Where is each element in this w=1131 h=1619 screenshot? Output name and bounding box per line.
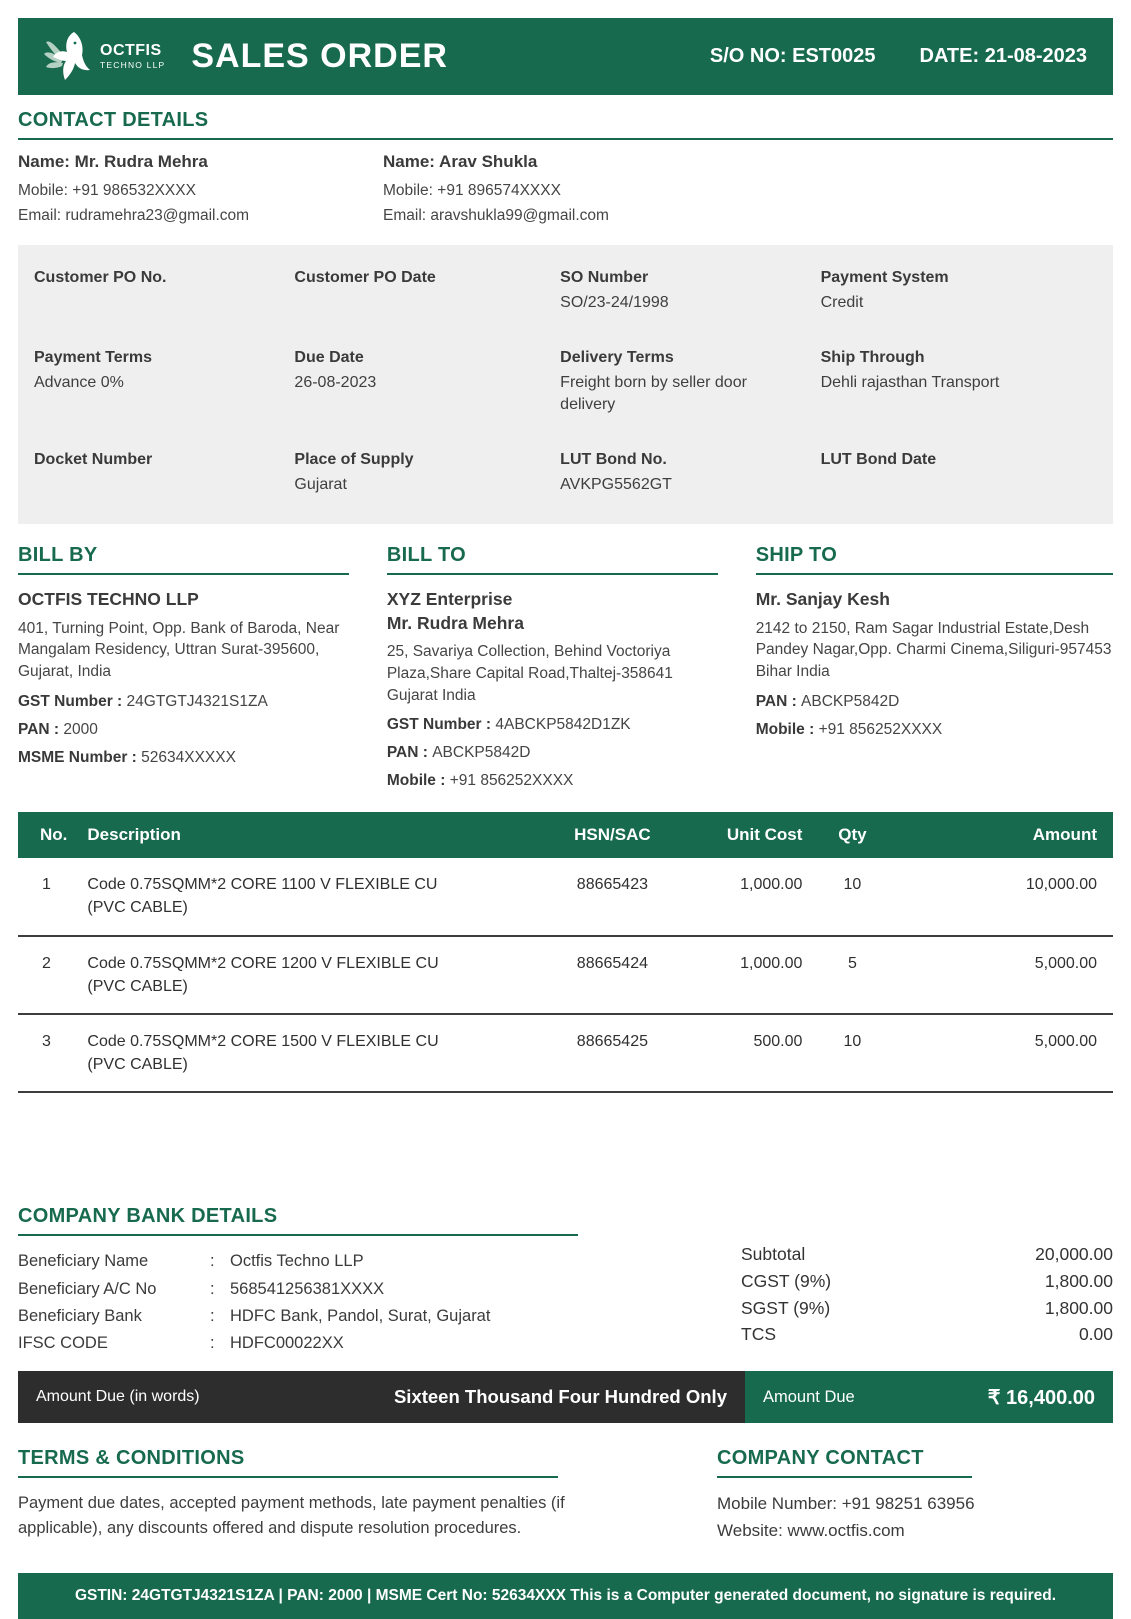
item-unit-cost: 1,000.00 bbox=[677, 858, 812, 935]
company-contact bbox=[717, 1447, 1113, 1544]
order-field-label: Customer PO No. bbox=[34, 268, 167, 286]
item-description: Code 0.75SQMM*2 CORE 1200 V FLEXIBLE CU (PVC CABLE) bbox=[77, 936, 547, 1014]
party-meta-label: PAN bbox=[386, 744, 419, 762]
order-field-label: Delivery Terms bbox=[560, 349, 674, 367]
order-field bbox=[294, 451, 560, 496]
company-website: Website: www.octfis.com bbox=[717, 1521, 905, 1541]
bank-row-value: 568541256381XXXX bbox=[230, 1279, 385, 1298]
total-row bbox=[741, 1295, 1113, 1322]
table-row bbox=[18, 936, 1113, 1014]
total-value: 20,000.00 bbox=[1035, 1244, 1113, 1265]
section-divider bbox=[18, 573, 349, 575]
contact-details-heading: CONTACT DETAILS bbox=[18, 109, 209, 131]
party-address: 25, Savariya Collection, Behind Voctoriya Plaza,Share Capital Road,Thaltej-358641 Gujarat India bbox=[386, 643, 673, 704]
contact-mobile: Mobile: +91 896574XXXX bbox=[383, 182, 561, 199]
order-field-value: Gujarat bbox=[294, 476, 347, 494]
party-meta-row: MSME Number : 52634XXXXX bbox=[18, 748, 236, 766]
total-value: 1,800.00 bbox=[1044, 1271, 1113, 1291]
order-field-value: AVKPG5562GT bbox=[560, 476, 672, 494]
item-hsn: 88665424 bbox=[547, 936, 677, 1014]
amount-words-value: Sixteen Thousand Four Hundred Only bbox=[393, 1386, 727, 1408]
items-table bbox=[18, 812, 1113, 1093]
bank-row: Beneficiary A/C No : 568541256381XXXX bbox=[18, 1276, 578, 1303]
amount-due-label: Amount Due bbox=[763, 1387, 855, 1406]
total-value: 0.00 bbox=[1078, 1324, 1113, 1345]
order-field bbox=[34, 349, 294, 415]
bank-and-totals-section bbox=[18, 1205, 1113, 1357]
contact-card bbox=[18, 152, 383, 229]
party-meta-row: Mobile : +91 856252XXXX bbox=[755, 720, 943, 738]
item-qty: 10 bbox=[812, 858, 892, 935]
party-meta-value: +91 856252XXXX bbox=[818, 720, 943, 738]
parties-section bbox=[18, 544, 1113, 790]
contact-list bbox=[18, 152, 1113, 229]
item-unit-cost: 1,000.00 bbox=[677, 936, 812, 1014]
order-field-label: Due Date bbox=[294, 349, 364, 367]
total-row bbox=[741, 1321, 1113, 1348]
order-field-value: Credit bbox=[820, 293, 864, 311]
order-field-value: Dehli rajasthan Transport bbox=[820, 374, 1000, 392]
col-description: Description bbox=[77, 812, 547, 858]
order-field bbox=[821, 269, 1097, 314]
item-no: 3 bbox=[18, 1014, 77, 1092]
document-title: SALES ORDER bbox=[191, 37, 448, 75]
company-contact-lines bbox=[717, 1490, 1113, 1544]
bank-row: Beneficiary Bank : HDFC Bank, Pandol, Surat, Gujarat bbox=[18, 1303, 578, 1330]
item-no: 2 bbox=[18, 936, 77, 1014]
order-field bbox=[821, 451, 1097, 496]
total-value: 1,800.00 bbox=[1044, 1297, 1113, 1318]
order-field bbox=[560, 349, 820, 415]
party-meta-value: +91 856252XXXX bbox=[449, 772, 574, 790]
section-divider bbox=[756, 573, 1113, 575]
items-table-header bbox=[18, 812, 1113, 858]
party-meta-value: 52634XXXXX bbox=[141, 748, 236, 766]
order-field-value: 26-08-2023 bbox=[294, 374, 377, 392]
contact-name: Name: Mr. Rudra Mehra bbox=[18, 152, 208, 171]
company-mobile: Mobile Number: +91 98251 63956 bbox=[717, 1494, 975, 1514]
bank-rows bbox=[18, 1248, 578, 1357]
order-field-label: Payment Terms bbox=[34, 349, 152, 367]
items-table-body bbox=[18, 858, 1113, 1092]
order-field-label: Docket Number bbox=[34, 451, 153, 469]
order-field-value: SO/23-24/1998 bbox=[560, 293, 669, 311]
bank-row-value: HDFC Bank, Pandol, Surat, Gujarat bbox=[230, 1306, 491, 1325]
party-meta-value: 2000 bbox=[63, 720, 98, 738]
section-divider bbox=[717, 1476, 972, 1478]
party-heading: SHIP TO bbox=[755, 543, 838, 566]
order-field bbox=[560, 269, 820, 314]
order-field-value: Advance 0% bbox=[34, 374, 124, 392]
order-field bbox=[821, 349, 1097, 415]
order-field-label: LUT Bond Date bbox=[820, 451, 937, 469]
party-meta-value: 4ABCKP5842D1ZK bbox=[495, 716, 631, 734]
party-meta-label: Mobile bbox=[755, 720, 805, 738]
order-field-label: LUT Bond No. bbox=[560, 451, 667, 469]
party-meta-label: Mobile bbox=[386, 772, 436, 790]
contact-email: Email: aravshukla99@gmail.com bbox=[383, 206, 609, 224]
header-meta bbox=[710, 45, 1087, 68]
logo-subtitle: TECHNO LLP bbox=[100, 60, 166, 71]
party-address: 2142 to 2150, Ram Sagar Industrial Estate,Desh Pandey Nagar,Opp. Charmi Cinema,Siliguri-957453 Bihar India bbox=[755, 619, 1112, 680]
total-label: Subtotal bbox=[741, 1244, 806, 1265]
contact-mobile: Mobile: +91 986532XXXX bbox=[18, 182, 196, 199]
terms-and-contact-section bbox=[18, 1447, 1113, 1544]
col-no: No. bbox=[18, 812, 77, 858]
party-name: OCTFIS TECHNO LLP bbox=[18, 588, 199, 609]
party-meta-label: MSME Number bbox=[18, 748, 128, 766]
total-label: SGST (9%) bbox=[741, 1297, 831, 1318]
party-meta-value: ABCKP5842D bbox=[432, 744, 531, 762]
section-divider bbox=[18, 1476, 558, 1478]
total-row bbox=[741, 1241, 1113, 1268]
order-field bbox=[34, 451, 294, 496]
item-qty: 5 bbox=[812, 936, 892, 1014]
company-bank-details bbox=[18, 1205, 578, 1357]
col-unit-cost: Unit Cost bbox=[677, 812, 812, 858]
bank-row: Beneficiary Name : Octfis Techno LLP bbox=[18, 1248, 578, 1275]
party-meta-row: GST Number : 24GTGTJ4321S1ZA bbox=[18, 692, 268, 710]
order-field-value bbox=[34, 474, 269, 495]
amount-in-words bbox=[18, 1371, 745, 1423]
bank-row-label: Beneficiary A/C No bbox=[18, 1279, 157, 1298]
terms-conditions bbox=[18, 1447, 697, 1544]
contact-name: Name: Arav Shukla bbox=[383, 152, 538, 171]
item-qty: 10 bbox=[812, 1014, 892, 1092]
party-meta-row: PAN : ABCKP5842D bbox=[386, 744, 531, 762]
order-field bbox=[34, 269, 294, 314]
amount-words-label: Amount Due (in words) bbox=[36, 1388, 200, 1406]
party-name: XYZ Enterprise bbox=[386, 588, 513, 609]
company-logo-text bbox=[100, 43, 165, 70]
contact-details-section bbox=[18, 109, 1113, 229]
amount-due-value: ₹ 16,400.00 bbox=[987, 1386, 1095, 1409]
amount-due-bar bbox=[18, 1371, 1113, 1423]
party-block bbox=[387, 544, 718, 790]
order-field-label: Customer PO Date bbox=[294, 268, 436, 286]
footer-bar: GSTIN: 24GTGTJ4321S1ZA | PAN: 2000 | MSME Cert No: 52634XXX This is a Computer generated document, no signature is required. bbox=[18, 1573, 1113, 1619]
bank-row-label: IFSC CODE bbox=[18, 1334, 108, 1353]
company-contact-heading: COMPANY CONTACT bbox=[717, 1447, 924, 1470]
item-description: Code 0.75SQMM*2 CORE 1100 V FLEXIBLE CU (PVC CABLE) bbox=[77, 858, 547, 935]
bank-row-label: Beneficiary Name bbox=[18, 1252, 149, 1271]
order-field bbox=[294, 349, 560, 415]
party-address: 401, Turning Point, Opp. Bank of Baroda, Near Mangalam Residency, Uttran Surat-395600, Gujarat, India bbox=[18, 619, 340, 680]
col-hsn: HSN/SAC bbox=[547, 812, 677, 858]
party-meta-row: PAN : ABCKP5842D bbox=[755, 692, 900, 710]
party-meta-label: GST Number bbox=[386, 716, 482, 734]
party-name: Mr. Rudra Mehra bbox=[386, 612, 524, 633]
total-label: TCS bbox=[741, 1324, 776, 1345]
item-hsn: 88665423 bbox=[547, 858, 677, 935]
bank-row-value: Octfis Techno LLP bbox=[230, 1252, 364, 1271]
col-amount: Amount bbox=[892, 812, 1113, 858]
item-amount: 5,000.00 bbox=[892, 1014, 1113, 1092]
party-heading: BILL TO bbox=[386, 543, 466, 566]
order-field-value bbox=[34, 292, 269, 313]
order-field-value bbox=[294, 292, 529, 313]
total-label: CGST (9%) bbox=[741, 1271, 832, 1291]
section-divider bbox=[387, 573, 718, 575]
order-field-value bbox=[821, 474, 1056, 495]
order-field-label: Payment System bbox=[820, 268, 949, 286]
item-description: Code 0.75SQMM*2 CORE 1500 V FLEXIBLE CU (PVC CABLE) bbox=[77, 1014, 547, 1092]
bank-details-heading: COMPANY BANK DETAILS bbox=[18, 1205, 278, 1228]
bank-row: IFSC CODE : HDFC00022XX bbox=[18, 1330, 578, 1357]
totals-summary bbox=[741, 1241, 1113, 1357]
bank-row-label: Beneficiary Bank bbox=[18, 1306, 142, 1325]
table-row bbox=[18, 858, 1113, 935]
order-field-label: Place of Supply bbox=[294, 451, 414, 469]
item-amount: 10,000.00 bbox=[892, 858, 1113, 935]
party-meta-label: GST Number bbox=[18, 692, 113, 710]
terms-heading: TERMS & CONDITIONS bbox=[18, 1447, 245, 1470]
terms-text: Payment due dates, accepted payment methods, late payment penalties (if applicable), any discounts offered and dispute resolution procedures. bbox=[18, 1494, 565, 1538]
hummingbird-logo-icon bbox=[44, 30, 96, 84]
order-field bbox=[294, 269, 560, 314]
company-logo bbox=[44, 30, 165, 84]
so-number: S/O NO: EST0025 bbox=[709, 45, 876, 67]
party-meta-row: PAN : 2000 bbox=[18, 720, 98, 738]
section-divider bbox=[18, 1234, 578, 1236]
order-field-label: Ship Through bbox=[820, 349, 925, 367]
col-qty: Qty bbox=[812, 812, 892, 858]
item-unit-cost: 500.00 bbox=[677, 1014, 812, 1092]
party-heading: BILL BY bbox=[18, 543, 98, 566]
party-meta-label: PAN bbox=[18, 720, 50, 738]
party-block bbox=[18, 544, 349, 790]
party-meta-label: PAN bbox=[755, 692, 788, 710]
total-row bbox=[741, 1268, 1113, 1295]
table-row bbox=[18, 1014, 1113, 1092]
party-meta-row: Mobile : +91 856252XXXX bbox=[386, 772, 574, 790]
party-name: Mr. Sanjay Kesh bbox=[755, 588, 890, 609]
bank-row-value: HDFC00022XX bbox=[230, 1334, 344, 1353]
party-meta-row: GST Number : 4ABCKP5842D1ZK bbox=[386, 716, 631, 734]
logo-name: OCTFIS bbox=[100, 42, 162, 60]
order-info-panel bbox=[18, 245, 1113, 524]
item-amount: 5,000.00 bbox=[892, 936, 1113, 1014]
document-header bbox=[18, 18, 1113, 95]
document-date: DATE: 21-08-2023 bbox=[919, 45, 1087, 67]
section-divider bbox=[18, 138, 1113, 140]
party-meta-value: 24GTGTJ4321S1ZA bbox=[126, 692, 268, 710]
item-no: 1 bbox=[18, 858, 77, 935]
order-field bbox=[560, 451, 820, 496]
amount-due-box bbox=[745, 1371, 1113, 1423]
party-block bbox=[756, 544, 1113, 790]
contact-card bbox=[383, 152, 748, 229]
order-field-value: Freight born by seller door delivery bbox=[560, 374, 747, 413]
party-meta-value: ABCKP5842D bbox=[801, 692, 900, 710]
contact-email: Email: rudramehra23@gmail.com bbox=[18, 206, 250, 224]
item-hsn: 88665425 bbox=[547, 1014, 677, 1092]
order-field-label: SO Number bbox=[560, 268, 649, 286]
